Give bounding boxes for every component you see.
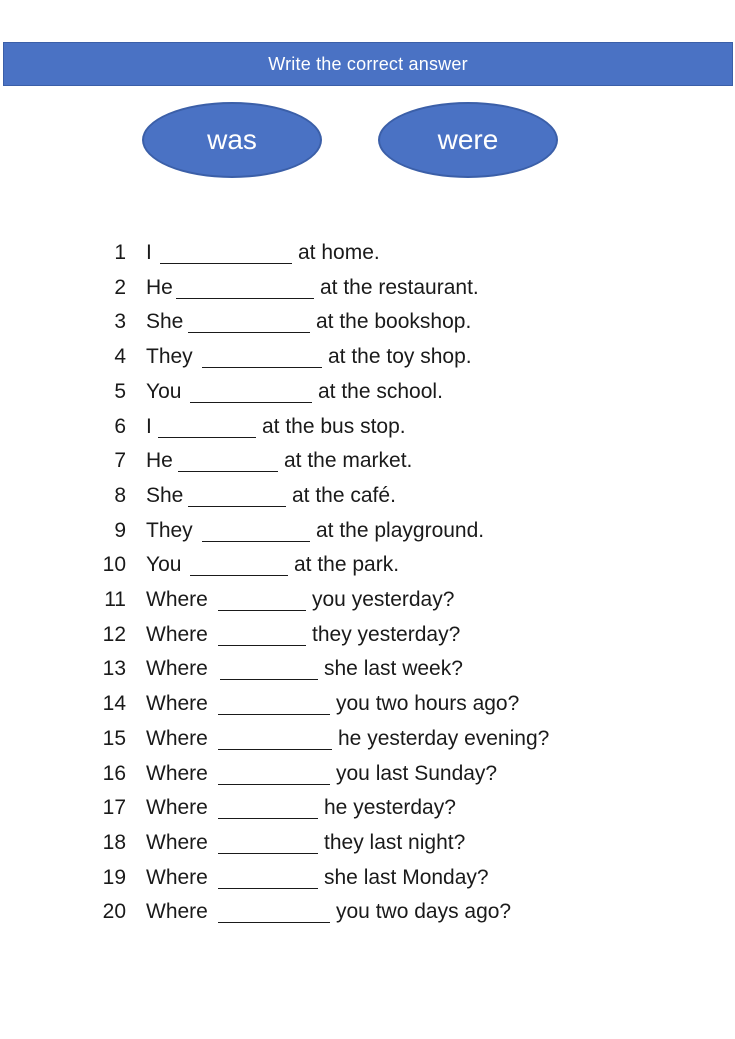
item-subject: I [146, 414, 152, 438]
list-item [0, 340, 735, 374]
item-subject: She [146, 310, 184, 334]
answer-blank[interactable] [218, 888, 318, 889]
answer-blank[interactable] [190, 402, 312, 403]
item-rest-text: they yesterday? [312, 622, 461, 646]
item-number: 7 [114, 449, 126, 473]
list-item [0, 410, 735, 444]
list-item [0, 687, 735, 721]
item-rest-text: at the market. [284, 449, 413, 473]
answer-blank[interactable] [160, 263, 292, 264]
item-subject: You [146, 379, 182, 403]
item-subject: Where [146, 830, 208, 854]
answer-blank[interactable] [218, 610, 306, 611]
item-number: 20 [102, 900, 126, 924]
item-number: 1 [114, 241, 126, 264]
item-number: 12 [102, 622, 126, 646]
instruction-banner [3, 42, 733, 86]
item-rest-text: you last Sunday? [336, 761, 498, 785]
word-option-were [378, 102, 558, 178]
answer-blank[interactable] [158, 437, 256, 438]
item-number: 6 [114, 414, 126, 438]
list-item [0, 479, 735, 513]
answer-blank[interactable] [220, 679, 318, 680]
list-item [0, 652, 735, 686]
item-rest-text: you two days ago? [336, 900, 512, 924]
item-number: 9 [114, 518, 126, 542]
item-number: 4 [114, 345, 126, 369]
answer-blank[interactable] [218, 714, 330, 715]
item-subject: You [146, 553, 182, 577]
item-rest-text: they last night? [324, 830, 466, 854]
item-subject: They [146, 518, 193, 542]
item-number: 13 [102, 657, 126, 681]
list-item [0, 618, 735, 652]
item-rest-text: at the toy shop. [328, 345, 472, 369]
item-subject: Where [146, 865, 208, 889]
answer-blank[interactable] [218, 922, 330, 923]
answer-blank[interactable] [218, 853, 318, 854]
item-subject: He [146, 449, 173, 473]
item-subject: Where [146, 761, 208, 785]
item-rest-text: at the playground. [316, 518, 485, 542]
word-option-was [142, 102, 322, 178]
item-number: 2 [114, 275, 126, 299]
item-rest-text: you yesterday? [312, 588, 455, 611]
answer-blank[interactable] [176, 298, 314, 299]
answer-blank[interactable] [188, 506, 286, 507]
item-subject: Where [146, 588, 208, 611]
list-item [0, 722, 735, 756]
item-subject: She [146, 483, 184, 507]
item-rest-text: she last week? [324, 657, 463, 681]
item-number: 5 [114, 379, 126, 403]
item-rest-text: she last Monday? [324, 865, 489, 889]
item-subject: Where [146, 726, 208, 750]
word-option-label: were [437, 124, 499, 155]
item-number: 14 [102, 692, 126, 716]
item-subject: He [146, 275, 173, 299]
answer-blank[interactable] [218, 645, 306, 646]
list-item [0, 861, 735, 895]
list-item [0, 791, 735, 825]
item-subject: Where [146, 796, 208, 820]
item-rest-text: at the bus stop. [262, 414, 406, 438]
item-number: 17 [102, 796, 126, 820]
item-subject: They [146, 345, 193, 369]
answer-blank[interactable] [178, 471, 278, 472]
item-rest-text: at the bookshop. [316, 310, 472, 334]
list-item [0, 548, 735, 582]
item-rest-text: he yesterday? [324, 796, 456, 820]
answer-blank[interactable] [188, 332, 310, 333]
list-item [0, 583, 735, 617]
answer-blank[interactable] [202, 367, 322, 368]
item-number: 10 [102, 553, 126, 577]
item-rest-text: at the café. [292, 483, 396, 507]
item-subject: Where [146, 900, 208, 924]
word-option-label: was [207, 124, 257, 155]
item-rest-text: at the park. [294, 553, 400, 577]
list-item [0, 514, 735, 548]
list-item [0, 826, 735, 860]
item-number: 18 [102, 830, 126, 854]
item-rest-text: at the restaurant. [320, 275, 479, 299]
answer-blank[interactable] [202, 541, 310, 542]
list-item [0, 444, 735, 478]
item-number: 8 [114, 483, 126, 507]
item-subject: I [146, 241, 152, 264]
list-item [0, 895, 735, 929]
item-number: 11 [104, 588, 126, 611]
instruction-title: Write the correct answer [268, 53, 468, 74]
item-rest-text: at the school. [318, 379, 443, 403]
list-item [0, 375, 735, 409]
item-number: 16 [102, 761, 126, 785]
item-number: 3 [114, 310, 126, 334]
list-item [0, 757, 735, 791]
answer-blank[interactable] [218, 749, 332, 750]
answer-blank[interactable] [218, 784, 330, 785]
item-number: 19 [102, 865, 126, 889]
item-subject: Where [146, 622, 208, 646]
item-subject: Where [146, 692, 208, 716]
answer-blank[interactable] [190, 575, 288, 576]
item-rest-text: you two hours ago? [336, 692, 520, 716]
list-item [0, 271, 735, 305]
item-number: 15 [102, 726, 126, 750]
answer-blank[interactable] [218, 818, 318, 819]
list-item [0, 236, 735, 270]
item-rest-text: he yesterday evening? [338, 726, 550, 750]
item-subject: Where [146, 657, 208, 681]
list-item [0, 305, 735, 339]
item-rest-text: at home. [298, 241, 380, 264]
